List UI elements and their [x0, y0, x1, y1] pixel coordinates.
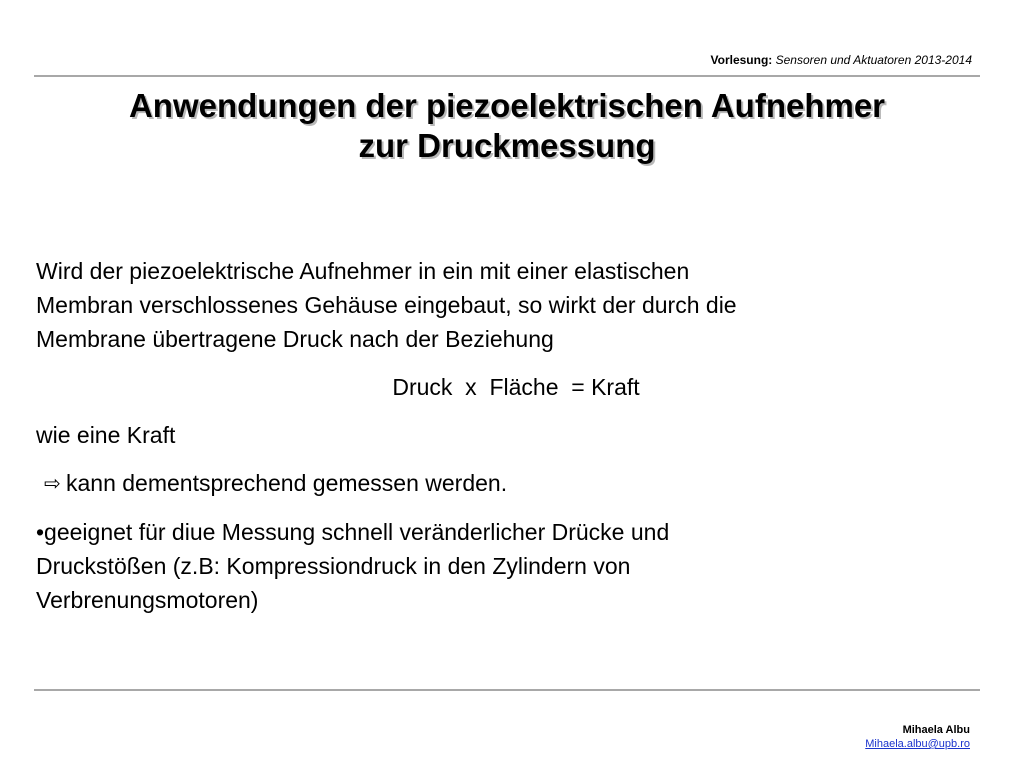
author-name: Mihaela Albu: [902, 724, 970, 736]
bullet-line-3: Verbrenungsmotoren): [36, 587, 259, 613]
footer-divider: [34, 689, 980, 691]
bullet-paragraph: [36, 515, 966, 617]
slide-header: [711, 53, 973, 67]
intro-line-2: Membran verschlossenes Gehäuse eingebaut, so wirkt der durch die: [36, 292, 737, 318]
slide-title: [34, 86, 980, 166]
header-divider: [34, 75, 980, 77]
intro-line-3: Membrane übertragene Druck nach der Beziehung: [36, 326, 554, 352]
slide-footer: [865, 723, 970, 751]
measured-line: [36, 466, 966, 501]
intro-paragraph: [36, 254, 966, 356]
header-label: Vorlesung:: [710, 53, 773, 67]
course-name: Sensoren und Aktuatoren 2013-2014: [775, 53, 972, 67]
intro-line-1: Wird der piezoelektrische Aufnehmer in ein mit einer elastischen: [36, 258, 690, 284]
slide-body: [36, 254, 966, 617]
title-line-1: Anwendungen der piezoelektrischen Aufnehmer: [128, 87, 886, 124]
title-line-2: zur Druckmessung: [358, 127, 656, 164]
bullet-line-1: •geeignet für diue Messung schnell veränderlicher Drücke und: [36, 519, 670, 545]
as-force-text: wie eine Kraft: [36, 422, 176, 448]
formula: Druck x Fläche = Kraft: [392, 374, 640, 400]
measured-text: kann dementsprechend gemessen werden.: [66, 470, 508, 496]
bullet-line-2: Druckstößen (z.B: Kompressiondruck in den Zylindern von: [36, 553, 631, 579]
author-email-link[interactable]: Mihaela.albu@upb.ro: [865, 738, 970, 750]
arrow-right-icon: ⇨: [44, 473, 61, 495]
